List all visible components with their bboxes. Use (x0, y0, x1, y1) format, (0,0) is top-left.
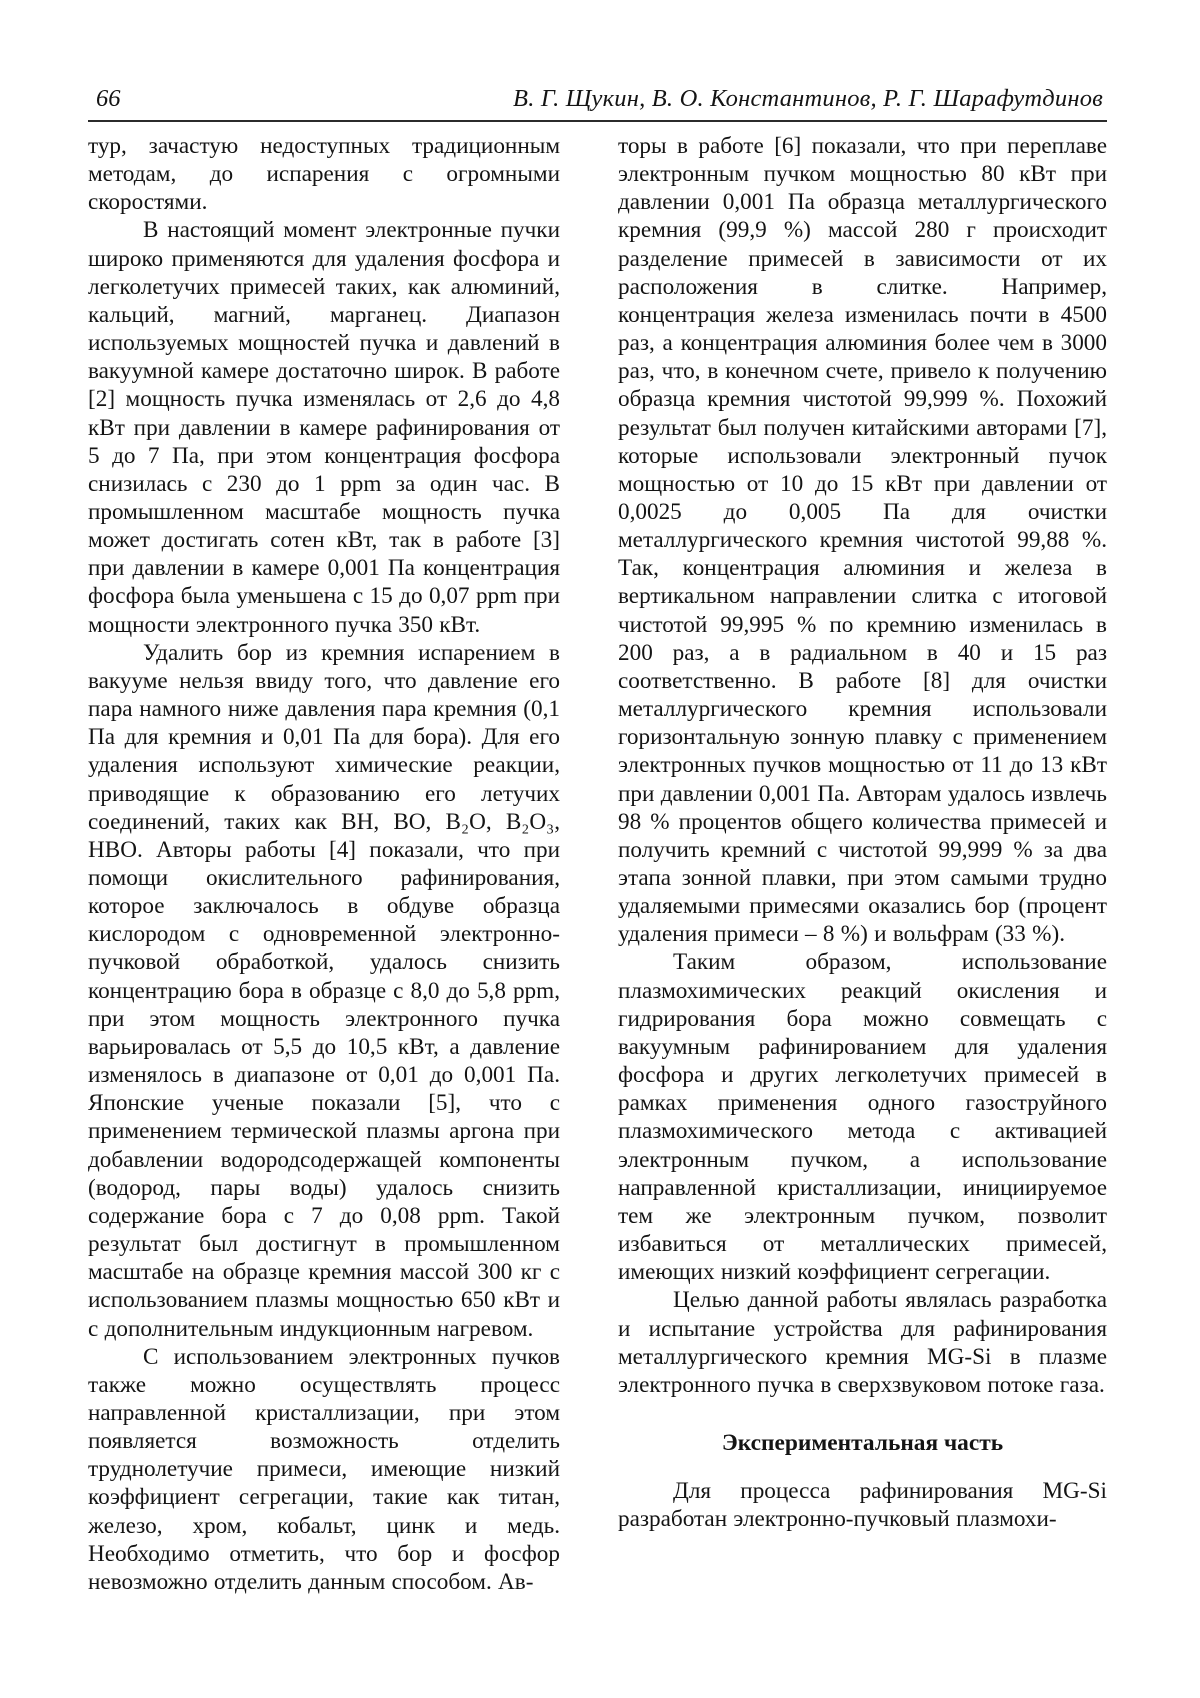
body-paragraph: Для процесса рафинирования MG-Si разработан электронно-пучковый плазмохи- (618, 1478, 1107, 1533)
article-body (88, 132, 1107, 1596)
body-paragraph: Удалить бор из кремния испарением в вакууме нельзя ввиду того, что давление его пара намного ниже давления пара кремния (0,1 Па для кремния и 0,01 Па для бора). Для его удаления используют химические реакции, приводящие к образованию его летучих соединений, таких как BH, BO, B₂O, B₂O₃, HBO. Авторы работы [4] показали, что при помощи окислительного рафинирования, которое заключалось в обдуве образца кислородом с одновременной электронно-пучковой обработкой, удалось снизить концентрацию бора в образце с 8,0 до 5,8 ppm, при этом мощность электронного пучка варьировалась от 5,5 до 10,5 кВт, а давление изменялось в диапазоне от 0,01 до 0,001 Па. Японские ученые показали [5], что с применением термической плазмы аргона при добавлении водородсодержащей компоненты (водород, пары воды) удалось снизить содержание бора с 7 до 0,08 ppm. Такой результат был достигнут в промышленном масштабе на образце кремния массой 300 кг с использованием плазмы мощностью 650 кВт и с дополнительным индукционным нагревом. (88, 639, 560, 1342)
body-paragraph: В настоящий момент электронные пучки широко применяются для удаления фосфора и легколетучих примесей таких, как алюминий, кальций, магний, марганец. Диапазон используемых мощностей пучка и давлений в вакуумной камере достаточно широк. В работе [2] мощность пучка изменялась от 2,6 до 4,8 кВт при давлении в камере рафинирования от 5 до 7 Па, при этом концентрация фосфора снизилась с 230 до 1 ppm за один час. В промышленном масштабе мощность пучка может достигать сотен кВт, так в работе [3] при давлении в камере 0,001 Па концентрация фосфора была уменьшена с 15 до 0,07 ppm при мощности электронного пучка 350 кВт. (88, 217, 560, 638)
body-paragraph: тур, зачастую недоступных традиционным методам, до испарения с огромными скоростями. (88, 132, 560, 216)
header-rule (88, 120, 1107, 122)
body-paragraph: Таким образом, использование плазмохимических реакций окисления и гидрирования бора можно совмещать с вакуумным рафинированием для удаления фосфора и других легколетучих примесей в рамках применения одного газоструйного плазмохимического метода с активацией электронным пучком, а использование направленной кристаллизации, инициируемое тем же электронным пучком, позволит избавиться от металлических примесей, имеющих низкий коэффициент сегрегации. (618, 949, 1107, 1286)
running-head-authors: В. Г. Щукин, В. О. Константинов, Р. Г. Шарафутдинов (513, 85, 1103, 112)
left-column (88, 132, 560, 1596)
body-paragraph: Целью данной работы являлась разработка и испытание устройства для рафинирования металлургического кремния MG-Si в плазме электронного пучка в сверхзвуковом потоке газа. (618, 1287, 1107, 1398)
page-number: 66 (96, 85, 121, 112)
right-column (618, 132, 1107, 1596)
body-paragraph: торы в работе [6] показали, что при переплаве электронным пучком мощностью 80 кВт при давлении 0,001 Па образца металлургического кремния (99,9 %) массой 280 г происходит разделение примесей в зависимости от их расположения в слитке. Например, концентрация железа изменилась почти в 4500 раз, а концентрация алюминия более чем в 3000 раз, что, в конечном счете, привело к получению образца кремния чистотой 99,999 %. Похожий результат был получен китайскими авторами [7], которые использовали электронный пучок мощностью от 10 до 15 кВт при давлении от 0,0025 до 0,005 Па для очистки металлургического кремния чистотой 99,88 %. Так, концентрация алюминия и железа в вертикальном направлении слитка с итоговой чистотой 99,995 % по кремнию изменилась в 200 раз, а в радиальном в 40 и 15 раз соответственно. В работе [8] для очистки металлургического кремния использовали горизонтальную зонную плавку с применением электронных пучков мощностью от 11 до 13 кВт при давлении 0,001 Па. Авторам удалось извлечь 98 % процентов общего количества примесей и получить кремний с чистотой 99,999 % за два этапа зонной плавки, при этом самыми трудно удаляемыми примесями оказались бор (процент удаления примеси – 8 %) и вольфрам (33 %). (618, 132, 1107, 948)
body-paragraph: С использованием электронных пучков также можно осуществлять процесс направленной кристаллизации, при этом появляется возможность отделить труднолетучие примеси, имеющие низкий коэффициент сегрегации, такие как титан, железо, хром, кобальт, цинк и медь. Необходимо отметить, что бор и фосфор невозможно отделить данным способом. Ав- (88, 1343, 560, 1595)
section-heading: Экспериментальная часть (721, 1429, 1004, 1456)
page-header (88, 86, 1107, 120)
